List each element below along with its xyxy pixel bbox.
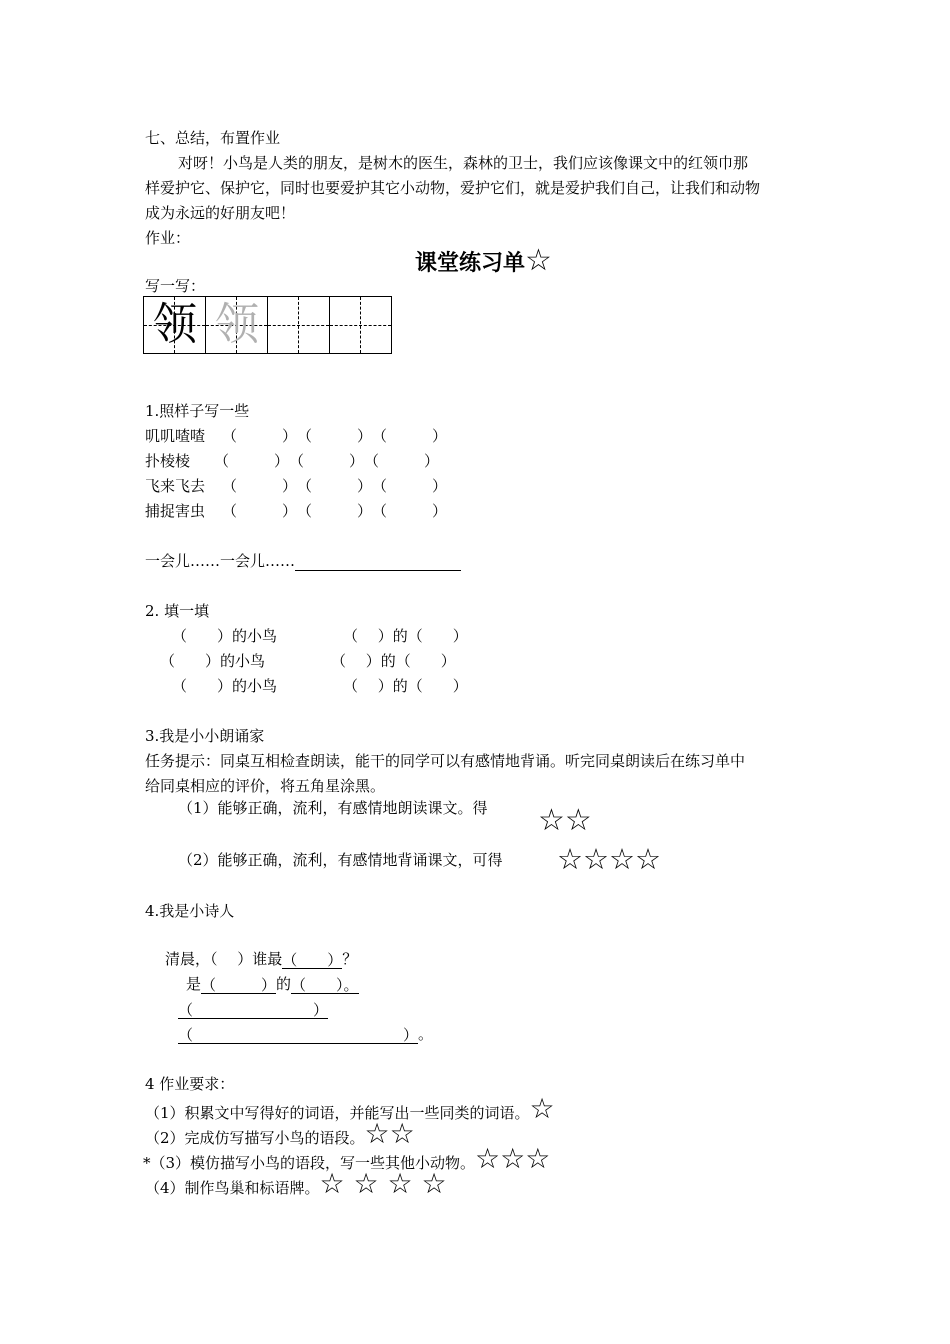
answer-blanks[interactable]: （ ） （ ） （ ） [222, 502, 448, 520]
question-heading: 2. 填一填 [145, 602, 210, 620]
star-icon: ☆ [529, 1092, 555, 1125]
star-icon: ☆ ☆ ☆ ☆ [319, 1167, 447, 1200]
poem-line: 清晨，（ ）谁最（ ）？ [165, 950, 358, 969]
fill-left[interactable]: （ ）的小鸟 [172, 627, 278, 645]
fill-right[interactable]: （ ）的（ ） [343, 627, 468, 645]
worksheet-title [415, 243, 552, 279]
requirement-item: （2）完成仿写描写小鸟的语段。☆☆ [145, 1117, 415, 1150]
homework-label: 作业： [145, 229, 191, 247]
question-heading: 3.我是小小朗诵家 [145, 727, 265, 745]
star-icon[interactable]: ☆☆☆☆ [557, 842, 661, 876]
paragraph-line: 成为永远的好朋友吧！ [145, 204, 296, 222]
requirement-item: （4）制作鸟巢和标语牌。☆ ☆ ☆ ☆ [145, 1167, 447, 1200]
rating-item: （2）能够正确，流利，有感情地背诵课文，可得 [178, 851, 503, 869]
fill-right[interactable]: （ ）的（ ） [331, 652, 456, 670]
star-icon: ☆☆ [364, 1117, 415, 1150]
list-item: 捕捉害虫 [145, 502, 206, 520]
star-icon: ☆ [525, 243, 552, 278]
writing-grid [143, 296, 392, 354]
star-icon: ☆☆☆ [475, 1142, 551, 1175]
star-icon[interactable]: ☆☆ [538, 803, 592, 838]
requirement-item: *（3）模仿描写小鸟的语段，写一些其他小动物。☆☆☆ [143, 1142, 551, 1175]
poem-line [178, 999, 328, 1019]
answer-blanks[interactable]: （ ） （ ） （ ） [222, 427, 448, 445]
fill-left[interactable]: （ ）的小鸟 [160, 652, 266, 670]
hint-line: 给同桌相应的评价，将五角星涂黑。 [145, 777, 386, 795]
answer-underline[interactable]: （ ） [282, 951, 343, 969]
paragraph-line: 样爱护它、保护它，同时也要爱护其它小动物，爱护它们，就是爱护我们自己，让我们和动物 [145, 179, 761, 197]
answer-blanks[interactable]: （ ） （ ） （ ） [214, 452, 440, 470]
pattern-line [145, 551, 461, 571]
worksheet-title-text: 课堂练习单 [415, 251, 526, 276]
answer-underline[interactable]: （ ）。 [291, 976, 359, 994]
list-item: 飞来飞去 [145, 477, 206, 495]
rating-item: （1）能够正确，流利，有感情地朗读课文。得 [178, 799, 488, 817]
requirement-item: （1）积累文中写得好的词语，并能写出一些同类的词语。☆ [145, 1092, 555, 1125]
answer-underline[interactable]: （ ） [178, 1001, 329, 1019]
hint-line: 任务提示：同桌互相检查朗读，能干的同学可以有感情地背诵。听完同桌朗读后在练习单中 [145, 752, 746, 770]
pattern-text: 一会儿……一会儿…… [145, 552, 296, 570]
answer-blanks[interactable]: （ ） （ ） （ ） [222, 477, 448, 495]
answer-underline[interactable]: （ ） [201, 976, 277, 994]
trace-character: 领 [215, 299, 259, 350]
paragraph-line: 对呀！小鸟是人类的朋友，是树木的医生，森林的卫士，我们应该像课文中的红领巾那 [178, 154, 749, 172]
answer-underline[interactable] [295, 552, 461, 571]
poem-line: 是（ ）的（ ）。 [186, 975, 359, 994]
question-heading: 1.照样子写一些 [145, 402, 250, 420]
answer-underline[interactable]: （ ） [178, 1026, 419, 1044]
grid-cell[interactable] [268, 297, 330, 353]
requirements-heading: 4 作业要求： [145, 1075, 235, 1093]
list-item: 叽叽喳喳 [145, 427, 206, 445]
section-heading: 七、总结，布置作业 [145, 129, 281, 147]
list-item: 扑棱棱 [145, 452, 191, 470]
model-character: 领 [153, 299, 197, 350]
write-label: 写一写： [145, 277, 206, 295]
fill-left[interactable]: （ ）的小鸟 [172, 677, 278, 695]
grid-cell [144, 297, 206, 353]
fill-right[interactable]: （ ）的（ ） [343, 677, 468, 695]
grid-cell[interactable] [330, 297, 391, 353]
grid-cell [206, 297, 268, 353]
question-heading: 4.我是小诗人 [145, 902, 235, 920]
poem-line: （ ）。 [178, 1025, 434, 1044]
